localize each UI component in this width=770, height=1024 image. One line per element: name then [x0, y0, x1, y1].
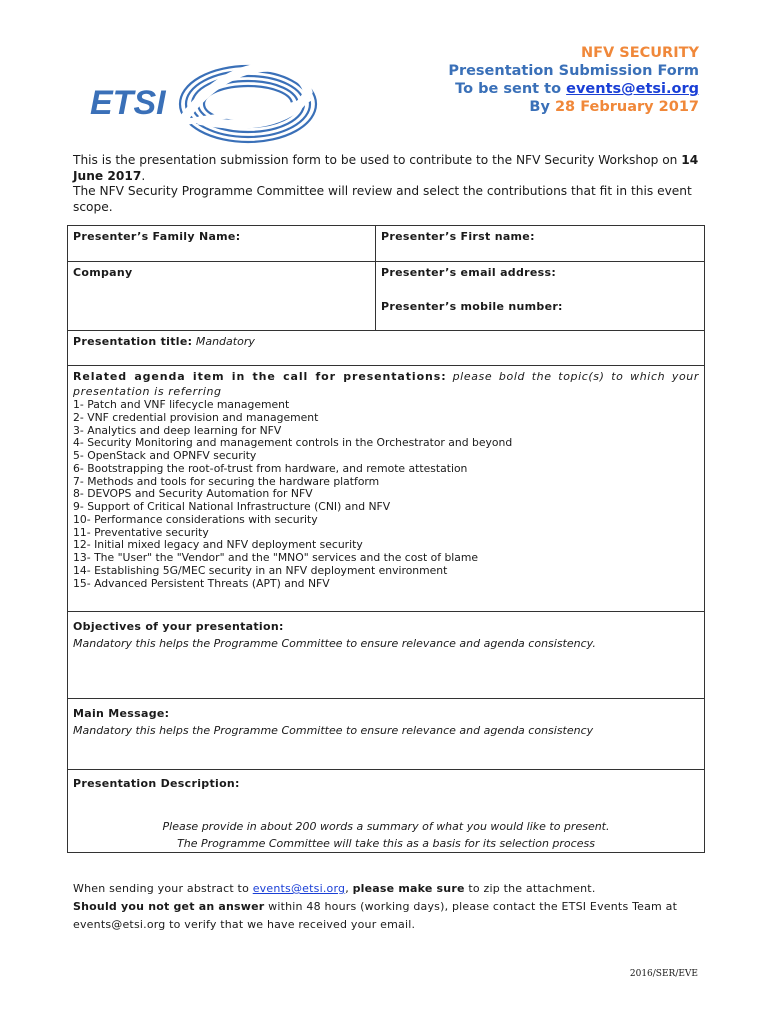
agenda-item[interactable]: 14- Establishing 5G/MEC security in an NFV deployment environment [73, 563, 448, 577]
objectives-label: Objectives of your presentation: [73, 620, 284, 633]
header-send-to [448, 80, 699, 98]
intro-part3: The NFV Security Programme Committee will review and select the contributions that fit in this event scope. [73, 184, 692, 214]
header-deadline-date: 28 February 2017 [554, 99, 699, 115]
intro-part1: This is the presentation submission form to be used to contribute to the NFV Security Workshop on [73, 153, 678, 167]
footer-line-2 [73, 898, 713, 916]
footer-line1-prefix: When sending your abstract to [73, 882, 250, 895]
intro-part2: . [141, 168, 146, 183]
agenda-header [73, 369, 699, 399]
objectives-row [68, 612, 704, 699]
footer-instructions [73, 880, 713, 934]
agenda-item[interactable]: 1- Patch and VNF lifecycle management [73, 398, 290, 411]
company-field[interactable] [68, 262, 376, 330]
agenda-item[interactable]: 12- Initial mixed legacy and NFV deployment security [73, 538, 363, 552]
agenda-note: please bold the topic(s) to which your presentation is referring [73, 370, 699, 398]
agenda-item[interactable]: 13- The "User" the "Vendor" and the "MNO" services and the cost of blame [73, 551, 479, 564]
etsi-logo-graphic [88, 62, 318, 146]
agenda-item[interactable]: 5- OpenStack and OPNFV security [73, 449, 257, 462]
header-deadline-prefix: By [529, 99, 550, 115]
contact-fields [376, 262, 704, 330]
header-event-title: NFV SECURITY [580, 45, 699, 61]
header-form-title: Presentation Submission Form [448, 63, 699, 79]
main-message-label: Main Message: [73, 707, 170, 720]
mobile-label[interactable]: Presenter’s mobile number: [381, 300, 563, 313]
company-row [68, 262, 704, 331]
description-note-1: Please provide in about 200 words a summary of what you would like to present. [162, 820, 610, 833]
main-message-field[interactable] [68, 699, 704, 743]
header-deadline [448, 98, 699, 116]
agenda-item[interactable]: 10- Performance considerations with security [73, 512, 318, 526]
first-name-label: Presenter’s First name: [381, 230, 535, 243]
header-block [448, 44, 699, 116]
family-name-field[interactable] [68, 226, 376, 261]
agenda-item[interactable]: 8- DEVOPS and Security Automation for NFV [73, 487, 313, 501]
email-label[interactable]: Presenter’s email address: [381, 266, 557, 279]
footer-line1-suffix: to zip the attachment. [468, 882, 596, 895]
description-row [68, 770, 704, 852]
first-name-field[interactable] [376, 226, 704, 261]
objectives-field[interactable] [68, 612, 704, 656]
main-message-row [68, 699, 704, 770]
agenda-row [68, 366, 704, 612]
title-row [68, 331, 704, 366]
description-field[interactable] [68, 770, 704, 856]
agenda-item[interactable]: 9- Support of Critical National Infrastructure (CNI) and NFV [73, 500, 391, 513]
document-reference: 2016/SER/EVE [629, 969, 698, 979]
intro-date: 14 June 2017 [73, 153, 699, 183]
footer-line-1 [73, 880, 713, 898]
header-send-to-prefix: To be sent to [455, 81, 562, 97]
family-name-label: Presenter’s Family Name: [73, 230, 241, 243]
agenda-label: Related agenda item in the call for presentations: [73, 370, 447, 383]
footer-line1-comma: , [345, 882, 349, 895]
submission-form [67, 225, 705, 853]
main-message-note: Mandatory this helps the Programme Committee to ensure relevance and agenda consistency [73, 724, 594, 737]
description-label: Presentation Description: [73, 777, 240, 790]
agenda-item[interactable]: 7- Methods and tools for securing the hardware platform [73, 474, 380, 488]
footer-line1-bold: please make sure [352, 882, 465, 895]
footer-line2-bold: Should you not get an answer [73, 900, 265, 913]
description-note-2: The Programme Committee will take this as a basis for its selection process [177, 837, 595, 850]
agenda-item[interactable]: 3- Analytics and deep learning for NFV [73, 423, 282, 437]
agenda-list [73, 399, 699, 590]
intro-paragraph [73, 153, 713, 215]
agenda-item[interactable]: 4- Security Monitoring and management controls in the Orchestrator and beyond [73, 436, 513, 450]
agenda-item[interactable]: 11- Preventative security [73, 525, 209, 539]
name-row [68, 226, 704, 262]
logo-text: ETSI [90, 84, 166, 122]
presentation-title-field[interactable] [68, 331, 704, 352]
title-note: Mandatory [195, 335, 255, 348]
footer-line2-suffix: within 48 hours (working days), please contact the ETSI Events Team at [268, 900, 678, 913]
footer-email-link[interactable]: events@etsi.org [252, 882, 346, 895]
etsi-logo [88, 62, 318, 146]
agenda-item[interactable]: 6- Bootstrapping the root-of-trust from hardware, and remote attestation [73, 461, 468, 475]
header-email-link[interactable]: events@etsi.org [566, 81, 699, 97]
company-label: Company [73, 266, 133, 279]
agenda-item[interactable]: 15- Advanced Persistent Threats (APT) and NFV [73, 576, 330, 590]
objectives-note: Mandatory this helps the Programme Committee to ensure relevance and agenda consistency. [73, 637, 596, 650]
footer-line-3: events@etsi.org to verify that we have received your email. [73, 918, 416, 931]
agenda-field[interactable] [68, 366, 704, 594]
agenda-item[interactable]: 2- VNF credential provision and management [73, 410, 319, 424]
title-label: Presentation title: [73, 335, 193, 348]
